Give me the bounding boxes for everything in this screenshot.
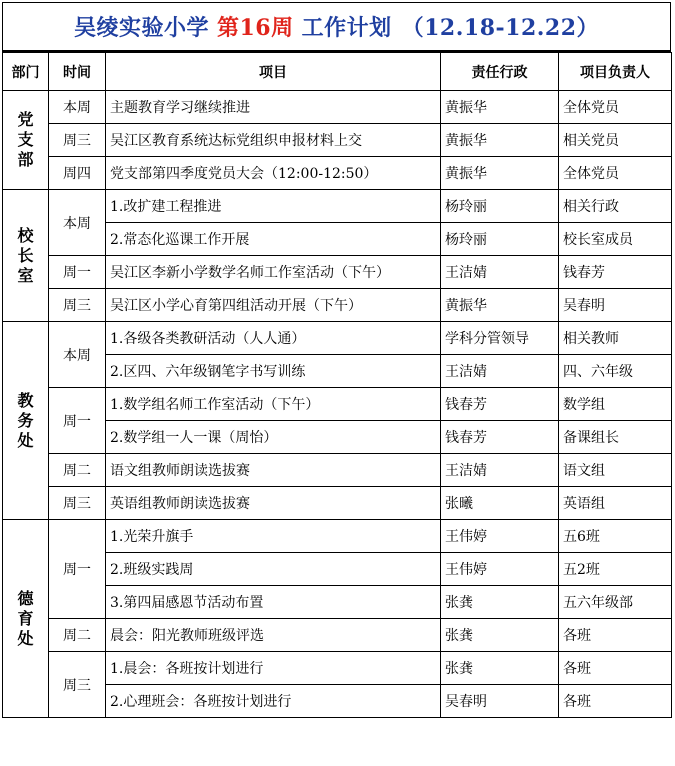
header-owner: 项目负责人 <box>559 53 672 91</box>
dept-label: 德育处 <box>17 588 34 648</box>
responsible-cell: 学科分管领导 <box>441 322 559 355</box>
owner-cell: 五2班 <box>559 553 672 586</box>
table-row <box>3 652 672 685</box>
owner-cell: 语文组 <box>559 454 672 487</box>
project-cell: 2.数学组一人一课（周怡） <box>106 421 441 454</box>
owner-cell: 全体党员 <box>559 91 672 124</box>
dept-cell <box>3 322 49 520</box>
responsible-cell: 王伟婷 <box>441 520 559 553</box>
time-cell: 周四 <box>49 157 106 190</box>
owner-cell: 相关党员 <box>559 124 672 157</box>
project-cell: 2.班级实践周 <box>106 553 441 586</box>
project-cell: 晨会：阳光教师班级评选 <box>106 619 441 652</box>
header-time: 时间 <box>49 53 106 91</box>
responsible-cell: 张曦 <box>441 487 559 520</box>
owner-cell: 相关教师 <box>559 322 672 355</box>
time-cell: 周三 <box>49 124 106 157</box>
responsible-cell: 张龚 <box>441 586 559 619</box>
dept-label: 校长室 <box>17 225 34 285</box>
dept-cell <box>3 520 49 718</box>
responsible-cell: 王洁婧 <box>441 256 559 289</box>
owner-cell: 四、六年级 <box>559 355 672 388</box>
responsible-cell: 王伟婷 <box>441 553 559 586</box>
table-row <box>3 388 672 421</box>
time-cell: 本周 <box>49 91 106 124</box>
owner-cell: 各班 <box>559 652 672 685</box>
dept-label: 党支部 <box>17 110 34 169</box>
page-title <box>2 2 671 52</box>
owner-cell: 五六年级部 <box>559 586 672 619</box>
project-cell: 吴江区李新小学数学名师工作室活动（下午） <box>106 256 441 289</box>
project-cell: 语文组教师朗读选拔赛 <box>106 454 441 487</box>
owner-cell: 数学组 <box>559 388 672 421</box>
dept-cell <box>3 91 49 190</box>
project-cell: 2.常态化巡课工作开展 <box>106 223 441 256</box>
table-row <box>3 619 672 652</box>
plan-body <box>3 91 672 718</box>
owner-cell: 钱春芳 <box>559 256 672 289</box>
responsible-cell: 张龚 <box>441 619 559 652</box>
responsible-cell: 钱春芳 <box>441 388 559 421</box>
responsible-cell: 王洁婧 <box>441 454 559 487</box>
responsible-cell: 黄振华 <box>441 124 559 157</box>
owner-cell: 英语组 <box>559 487 672 520</box>
title-school: 吴绫实验小学 <box>73 15 209 41</box>
dept-cell <box>3 190 49 322</box>
header-row <box>3 53 672 91</box>
project-cell: 英语组教师朗读选拔赛 <box>106 487 441 520</box>
responsible-cell: 黄振华 <box>441 289 559 322</box>
responsible-cell: 王洁婧 <box>441 355 559 388</box>
table-row <box>3 157 672 190</box>
project-cell: 2.心理班会：各班按计划进行 <box>106 685 441 718</box>
responsible-cell: 黄振华 <box>441 157 559 190</box>
time-cell: 周三 <box>49 487 106 520</box>
project-cell: 1.数学组名师工作室活动（下午） <box>106 388 441 421</box>
project-cell: 1.改扩建工程推进 <box>106 190 441 223</box>
time-cell: 周三 <box>49 652 106 718</box>
table-row <box>3 289 672 322</box>
project-cell: 吴江区小学心育第四组活动开展（下午） <box>106 289 441 322</box>
responsible-cell: 钱春芳 <box>441 421 559 454</box>
owner-cell: 吴春明 <box>559 289 672 322</box>
title-dates: （12.18-12.22） <box>401 15 600 41</box>
responsible-cell: 黄振华 <box>441 91 559 124</box>
table-row <box>3 91 672 124</box>
table-row <box>3 454 672 487</box>
owner-cell: 备课组长 <box>559 421 672 454</box>
responsible-cell: 杨玲丽 <box>441 190 559 223</box>
owner-cell: 各班 <box>559 619 672 652</box>
time-cell: 本周 <box>49 322 106 388</box>
table-row <box>3 487 672 520</box>
time-cell: 周一 <box>49 256 106 289</box>
project-cell: 1.晨会：各班按计划进行 <box>106 652 441 685</box>
owner-cell: 各班 <box>559 685 672 718</box>
project-cell: 党支部第四季度党员大会（12:00-12:50） <box>106 157 441 190</box>
responsible-cell: 吴春明 <box>441 685 559 718</box>
owner-cell: 相关行政 <box>559 190 672 223</box>
header-project: 项目 <box>106 53 441 91</box>
responsible-cell: 杨玲丽 <box>441 223 559 256</box>
header-dept: 部门 <box>3 53 49 91</box>
time-cell: 周三 <box>49 289 106 322</box>
time-cell: 周二 <box>49 619 106 652</box>
table-row <box>3 190 672 223</box>
time-cell: 周一 <box>49 388 106 454</box>
time-cell: 周一 <box>49 520 106 619</box>
work-plan-sheet <box>2 2 671 718</box>
time-cell: 本周 <box>49 190 106 256</box>
table-row <box>3 256 672 289</box>
plan-table <box>2 52 672 718</box>
time-cell: 周二 <box>49 454 106 487</box>
title-week: 第16周 <box>216 15 294 41</box>
table-row <box>3 520 672 553</box>
owner-cell: 全体党员 <box>559 157 672 190</box>
responsible-cell: 张龚 <box>441 652 559 685</box>
project-cell: 主题教育学习继续推进 <box>106 91 441 124</box>
table-row <box>3 322 672 355</box>
project-cell: 2.区四、六年级钢笔字书写训练 <box>106 355 441 388</box>
project-cell: 1.光荣升旗手 <box>106 520 441 553</box>
table-row <box>3 124 672 157</box>
header-responsible: 责任行政 <box>441 53 559 91</box>
project-cell: 吴江区教育系统达标党组织申报材料上交 <box>106 124 441 157</box>
owner-cell: 校长室成员 <box>559 223 672 256</box>
project-cell: 1.各级各类教研活动（人人通） <box>106 322 441 355</box>
title-plan: 工作计划 <box>301 15 392 41</box>
owner-cell: 五6班 <box>559 520 672 553</box>
project-cell: 3.第四届感恩节活动布置 <box>106 586 441 619</box>
dept-label: 教务处 <box>17 390 34 450</box>
